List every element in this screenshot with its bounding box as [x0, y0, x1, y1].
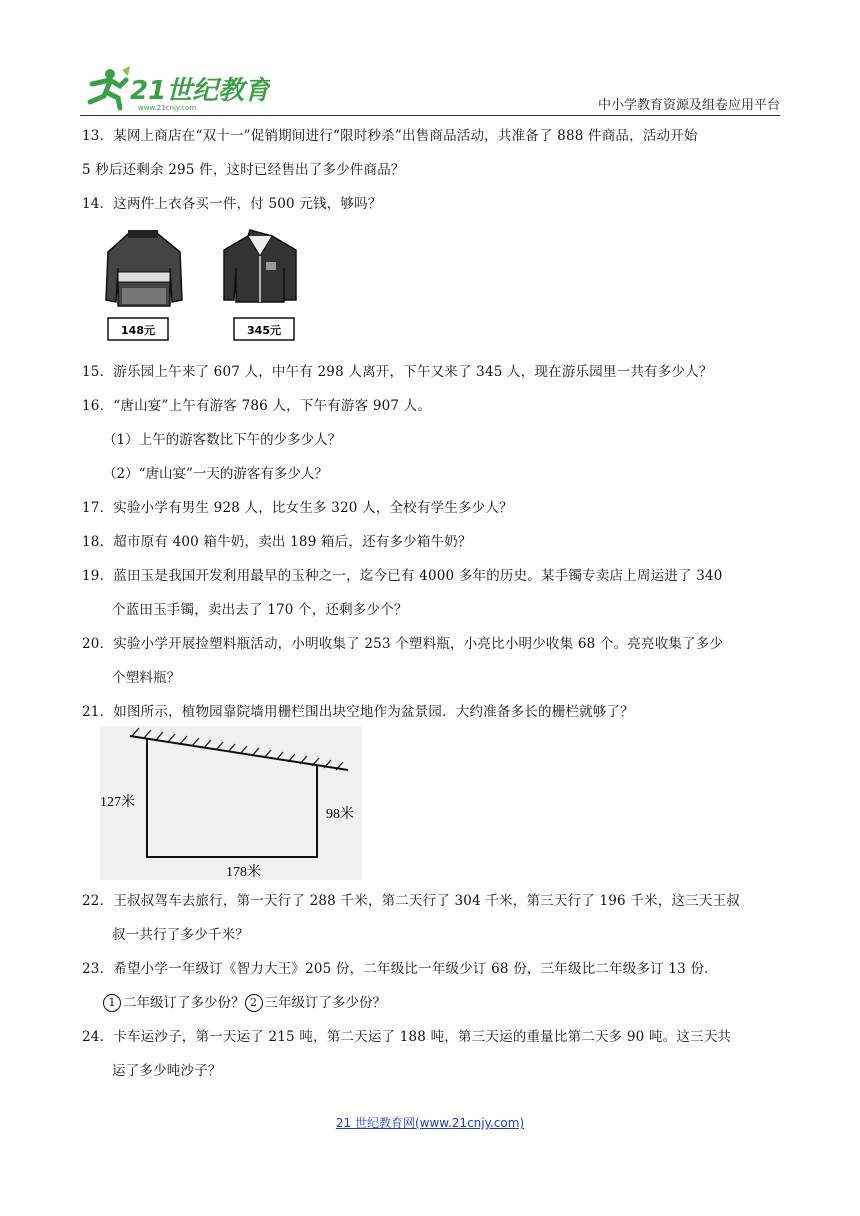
question-23 — [82, 952, 782, 986]
sweater-icon — [106, 230, 182, 306]
price-label-2: 345元 — [247, 324, 281, 337]
question-text: 24．卡车运沙子，第一天运了 215 吨，第二天运了 188 吨，第三天运的重量比第二天多 90 吨。这三天共 — [82, 1029, 732, 1045]
part-2-text: 三年级订了多少份？ — [264, 995, 386, 1011]
question-15 — [82, 355, 782, 389]
question-20 — [82, 627, 782, 695]
jackets-illustration — [100, 226, 300, 350]
svg-text:21世纪教育: 21世纪教育 — [130, 76, 270, 106]
question-text: 16．“唐山宴”上午有游客 786 人，下午有游客 907 人。 — [82, 398, 432, 414]
page-footer — [0, 1114, 860, 1131]
left-side-label: 127米 — [100, 795, 135, 810]
question-21 — [82, 695, 782, 729]
price-label-1: 148元 — [121, 324, 155, 337]
page-header — [80, 62, 780, 114]
circled-number-2: 2 — [245, 994, 263, 1012]
question-text: 13．某网上商店在“双十一”促销期间进行“限时秒杀”出售商品活动，共准备了 888 件商品，活动开始 — [82, 128, 698, 144]
question-19 — [82, 559, 782, 627]
header-divider — [80, 115, 780, 116]
platform-title: 中小学教育资源及组卷应用平台 — [597, 98, 780, 113]
shirt-jacket-icon — [224, 230, 296, 302]
question-22 — [82, 884, 782, 952]
fence-diagram — [100, 726, 362, 880]
question-text: 21．如图所示，植物园靠院墙用栅栏围出块空地作为盆景园．大约准备多长的栅栏就够了？ — [82, 704, 634, 720]
question-text-cont: 5 秒后还剩余 295 件，这时已经售出了多少件商品？ — [82, 162, 405, 178]
question-16 — [82, 389, 782, 423]
logo-21cnjy — [80, 62, 270, 112]
runner-icon — [90, 66, 130, 108]
right-side-label: 98米 — [326, 807, 354, 822]
question-18 — [82, 525, 782, 559]
footer-link[interactable]: 21 世纪教育网(www.21cnjy.com) — [335, 1116, 525, 1130]
circled-number-1: 1 — [103, 994, 121, 1012]
question-17 — [82, 491, 782, 525]
question-text: 17．实验小学有男生 928 人，比女生多 320 人，全校有学生多少人？ — [82, 500, 513, 516]
question-text: 14．这两件上衣各买一件，付 500 元钱，够吗？ — [82, 196, 382, 212]
question-text: 15．游乐园上午来了 607 人，中午有 298 人离开，下午又来了 345 人，现在游乐园里一共有多少人？ — [82, 364, 713, 380]
question-text: 22．王叔叔驾车去旅行，第一天行了 288 千米，第二天行了 304 千米，第三天行了 196 千米，这三天王叔 — [82, 893, 740, 909]
question-text-cont: 运了多少吨沙子？ — [112, 1063, 222, 1079]
bottom-side-label: 178米 — [226, 865, 261, 880]
question-text-cont: 叔一共行了多少千米？ — [112, 927, 249, 943]
question-text: 19．蓝田玉是我国开发利用最早的玉种之一，迄今已有 4000 多年的历史。某手镯专卖店上周运进了 340 — [82, 568, 723, 584]
question-16-part-2: （2）“唐山宴”一天的游客有多少人？ — [103, 466, 328, 482]
part-1-text: 二年级订了多少份？ — [123, 995, 245, 1011]
question-text: 18．超市原有 400 箱牛奶，卖出 189 箱后，还有多少箱牛奶？ — [82, 534, 472, 550]
question-24 — [82, 1020, 782, 1088]
question-14 — [82, 187, 782, 221]
question-text: 20．实验小学开展捡塑料瓶活动，小明收集了 253 个塑料瓶，小亮比小明少收集 68 个。亮亮收集了多少 — [82, 636, 724, 652]
question-text: 23．希望小学一年级订《智力大王》205 份，二年级比一年级少订 68 份，三年级比二年级多订 13 份． — [82, 961, 718, 977]
question-16-part-1: （1）上午的游客数比下午的少多少人？ — [103, 432, 342, 448]
question-text-cont: 个蓝田玉手镯，卖出去了 170 个，还剩多少个？ — [112, 602, 408, 618]
question-13 — [82, 119, 782, 187]
question-text-cont: 个塑料瓶？ — [112, 670, 181, 686]
question-23-parts — [103, 993, 386, 1013]
svg-text:www.21cnjy.com: www.21cnjy.com — [138, 104, 197, 112]
